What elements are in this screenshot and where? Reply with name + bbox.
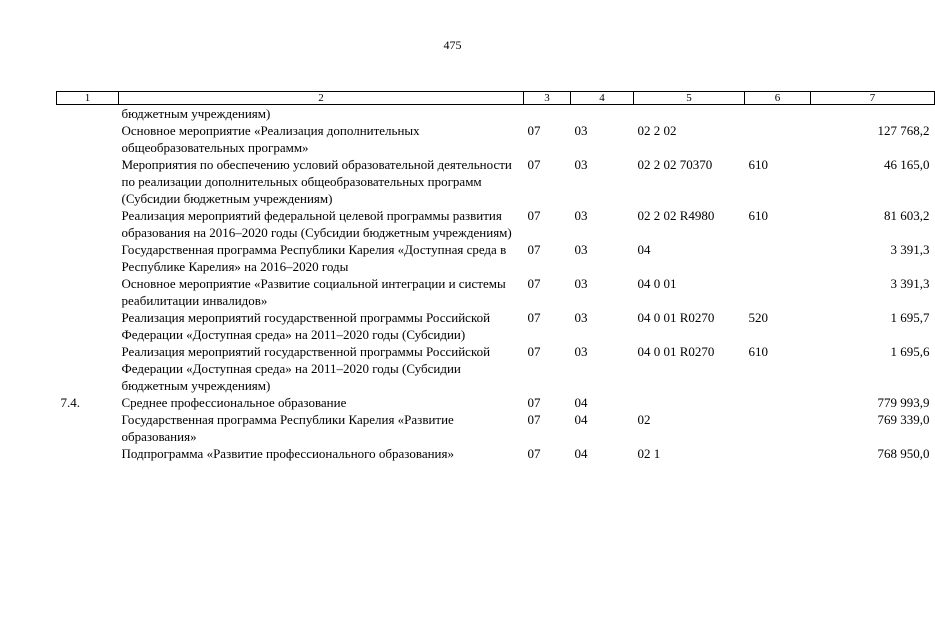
expense-type-code: 610: [748, 157, 768, 172]
section-code: 07: [527, 344, 541, 359]
target-article-code: 04 0 01 R0270: [637, 344, 715, 359]
expense-type-code: [745, 122, 811, 156]
subsection-code: 04: [574, 446, 588, 461]
row-description: Основное мероприятие «Развитие социальной интеграции и системы реабилитации инвалидов»: [121, 276, 506, 308]
table-header: [57, 92, 935, 105]
target-article-code: 02: [637, 412, 651, 427]
amount: 779 993,9: [877, 395, 930, 410]
row-number: [57, 241, 119, 275]
amount: 3 391,3: [890, 242, 930, 257]
expense-type-code: [745, 275, 811, 309]
target-article-code: 02 1: [637, 446, 661, 461]
target-article-code: 02 2 02 70370: [637, 157, 713, 172]
table-row: [57, 241, 935, 275]
amount: 46 165,0: [884, 157, 930, 172]
row-number: [57, 309, 119, 343]
row-description: Государственная программа Республики Карелия «Развитие образования»: [121, 412, 454, 444]
section-code: 07: [527, 446, 541, 461]
amount: 1 695,6: [890, 344, 930, 359]
section-code: 07: [527, 157, 541, 172]
amount: 3 391,3: [890, 276, 930, 291]
table-row: [57, 445, 935, 462]
expense-type-code: 610: [748, 344, 768, 359]
subsection-code: 04: [574, 395, 588, 410]
table-row: [57, 411, 935, 445]
subsection-code: [571, 105, 634, 123]
row-number: 7.4.: [60, 395, 80, 410]
section-code: [524, 105, 571, 123]
section-code: 07: [527, 208, 541, 223]
row-number: [57, 105, 119, 123]
subsection-code: 03: [574, 242, 588, 257]
row-number: [57, 275, 119, 309]
expense-type-code: [745, 411, 811, 445]
section-code: 07: [527, 123, 541, 138]
table-row: [57, 275, 935, 309]
column-header-1: 1: [57, 92, 119, 105]
amount: 769 339,0: [877, 412, 930, 427]
section-code: 07: [527, 395, 541, 410]
row-number: [57, 343, 119, 394]
page-number: 475: [443, 38, 462, 52]
table-row: [57, 122, 935, 156]
column-header-7: 7: [811, 92, 935, 105]
expense-type-code: 520: [748, 310, 768, 325]
expense-type-code: [745, 105, 811, 123]
row-description: Среднее профессиональное образование: [121, 395, 347, 410]
table-row: [57, 394, 935, 411]
column-header-2: 2: [119, 92, 524, 105]
row-description: Мероприятия по обеспечению условий образовательной деятельности по реализации дополнительных общеобразовательных программ (Субсидии бюджетным учреждениям): [121, 157, 512, 206]
row-number: [57, 122, 119, 156]
expense-type-code: [745, 394, 811, 411]
target-article-code: 02 2 02 R4980: [637, 208, 715, 223]
expense-type-code: [745, 445, 811, 462]
table-row: [57, 105, 935, 123]
target-article-code: [634, 394, 745, 411]
table-row: [57, 207, 935, 241]
header-row: [57, 92, 935, 105]
table-row: [57, 309, 935, 343]
expense-type-code: 610: [748, 208, 768, 223]
section-code: 07: [527, 242, 541, 257]
target-article-code: 04: [637, 242, 651, 257]
subsection-code: 03: [574, 344, 588, 359]
row-number: [57, 411, 119, 445]
subsection-code: 04: [574, 412, 588, 427]
target-article-code: 04 0 01 R0270: [637, 310, 715, 325]
table-row: [57, 343, 935, 394]
row-description: Государственная программа Республики Карелия «Доступная среда в Республике Карелия» на 2016–2020 годы: [121, 242, 507, 274]
target-article-code: [634, 105, 745, 123]
section-code: 07: [527, 310, 541, 325]
table-row: [57, 156, 935, 207]
budget-table: [56, 91, 935, 462]
row-number: [57, 156, 119, 207]
row-description: Подпрограмма «Развитие профессионального образования»: [121, 446, 454, 461]
row-description: Основное мероприятие «Реализация дополнительных общеобразовательных программ»: [121, 123, 420, 155]
target-article-code: 02 2 02: [637, 123, 677, 138]
row-description: бюджетным учреждениям): [121, 106, 271, 121]
row-description: Реализация мероприятий государственной программы Российской Федерации «Доступная среда» на 2011–2020 годы (Субсидии): [121, 310, 491, 342]
expense-type-code: [745, 241, 811, 275]
table-body: [57, 105, 935, 463]
amount: 768 950,0: [877, 446, 930, 461]
amount: 127 768,2: [877, 123, 930, 138]
section-code: 07: [527, 412, 541, 427]
target-article-code: 04 0 01: [637, 276, 677, 291]
subsection-code: 03: [574, 276, 588, 291]
row-description: Реализация мероприятий федеральной целевой программы развития образования на 2016–2020 годы (Субсидии бюджетным учреждениям): [121, 208, 512, 240]
subsection-code: 03: [574, 208, 588, 223]
section-code: 07: [527, 276, 541, 291]
subsection-code: 03: [574, 123, 588, 138]
column-header-5: 5: [634, 92, 745, 105]
amount: 1 695,7: [890, 310, 930, 325]
column-header-4: 4: [571, 92, 634, 105]
subsection-code: 03: [574, 310, 588, 325]
column-header-6: 6: [745, 92, 811, 105]
row-number: [57, 207, 119, 241]
subsection-code: 03: [574, 157, 588, 172]
amount: [811, 105, 935, 123]
row-number: [57, 445, 119, 462]
column-header-3: 3: [524, 92, 571, 105]
row-description: Реализация мероприятий государственной программы Российской Федерации «Доступная среда» на 2011–2020 годы (Субсидии бюджетным учреждениям): [121, 344, 491, 393]
amount: 81 603,2: [884, 208, 930, 223]
